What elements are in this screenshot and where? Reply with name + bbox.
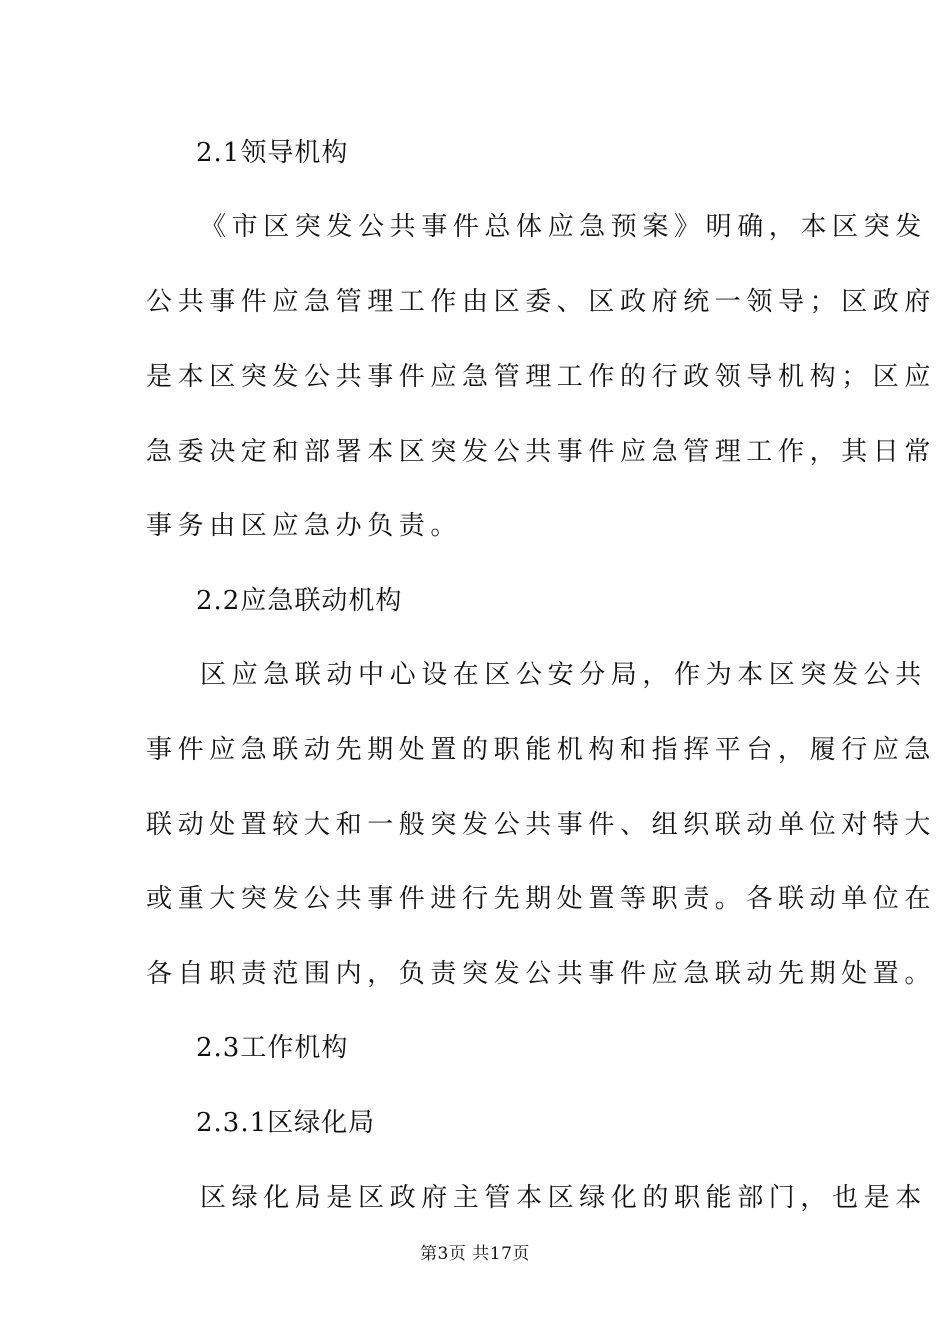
paragraph-line: 事件应急联动先期处置的职能机构和指挥平台，履行应急 [146, 735, 937, 765]
section-heading-2-1: 2.1领导机构 [196, 138, 349, 168]
page-number-footer: 第3页 共17页 [420, 1244, 530, 1264]
paragraph-line: 公共事件应急管理工作由区委、区政府统一领导；区政府 [146, 287, 937, 317]
paragraph-line: 各自职责范围内，负责突发公共事件应急联动先期处置。 [146, 959, 937, 989]
paragraph-line: 事务由区应急办负责。 [146, 511, 463, 541]
paragraph-line: 是本区突发公共事件应急管理工作的行政领导机构；区应 [146, 362, 937, 392]
paragraph-line: 联动处置较大和一般突发公共事件、组织联动单位对特大 [146, 810, 937, 840]
paragraph-line: 区应急联动中心设在区公安分局，作为本区突发公共 [200, 660, 927, 690]
section-heading-2-3-1: 2.3.1区绿化局 [196, 1108, 376, 1138]
section-heading-2-3: 2.3工作机构 [196, 1033, 349, 1063]
section-heading-2-2: 2.2应急联动机构 [196, 586, 403, 616]
paragraph-line: 或重大突发公共事件进行先期处置等职责。各联动单位在 [146, 884, 937, 914]
paragraph-line: 《市区突发公共事件总体应急预案》明确，本区突发 [200, 212, 927, 242]
paragraph-line: 区绿化局是区政府主管本区绿化的职能部门，也是本 [200, 1183, 927, 1213]
paragraph-line: 急委决定和部署本区突发公共事件应急管理工作，其日常 [146, 437, 937, 467]
